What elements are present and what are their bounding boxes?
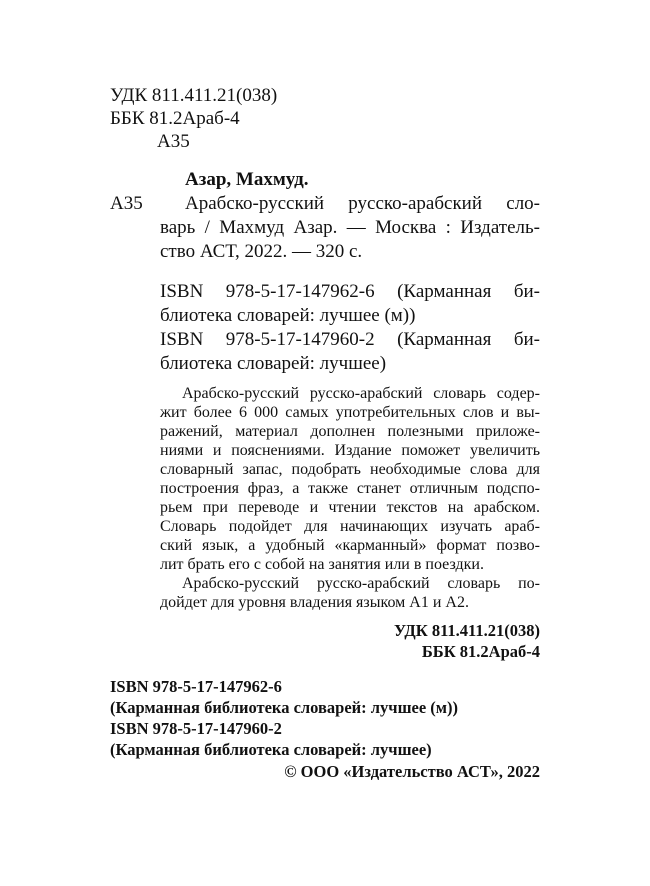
udk-number: УДК 811.411.21(038) — [110, 85, 278, 106]
top-meta-block — [110, 84, 277, 153]
author-sign-code: А35 — [157, 131, 190, 152]
bottom-meta-block — [160, 620, 540, 662]
annotation-line: словарный запас, подобрать необходимые слова для — [160, 461, 540, 478]
isbn-footer — [110, 676, 550, 760]
annotation-line: лит брать его с собой на занятия или в поездки. — [160, 556, 484, 573]
catalog-entry-code: А35 — [110, 193, 143, 214]
annotation-line: ниями и пояснениями. Издание поможет увеличить — [160, 442, 540, 459]
isbn-footer-line: ISBN 978-5-17-147960-2 — [110, 719, 282, 738]
annotation — [160, 384, 540, 612]
isbn-line: блиотека словарей: лучшее) — [160, 353, 387, 374]
bbk-number: ББК 81.2Араб-4 — [110, 108, 240, 129]
isbn-line: ISBN 978-5-17-147960-2 (Карманная би- — [160, 329, 540, 350]
annotation-line: дойдет для уровня владения языком А1 и А2. — [160, 594, 469, 611]
annotation-line: построения фраз, а также станет отличным подспо- — [160, 480, 540, 497]
isbn-block — [160, 280, 540, 376]
isbn-footer-line: (Карманная библиотека словарей: лучшее (м)) — [110, 698, 459, 717]
copyright-line: © ООО «Издательство АСТ», 2022 — [284, 762, 540, 781]
annotation-line: Словарь подойдет для начинающих изучать араб- — [160, 518, 540, 535]
annotation-line: ский язык, а удобный «карманный» формат позво- — [160, 537, 540, 554]
isbn-footer-line: ISBN 978-5-17-147962-6 — [110, 677, 282, 696]
annotation-line: жит более 6 000 самых употребительных слов и вы- — [160, 404, 540, 421]
isbn-line: блиотека словарей: лучшее (м)) — [160, 305, 416, 326]
catalog-entry-line: варь / Махмуд Азар. — Москва : Издатель- — [160, 217, 540, 238]
isbn-line: ISBN 978-5-17-147962-6 (Карманная би- — [160, 281, 540, 302]
catalog-author: Азар, Махмуд. — [185, 169, 309, 190]
annotation-line: Арабско-русский русско-арабский словарь по- — [182, 575, 540, 592]
catalog-entry — [110, 168, 540, 264]
udk-number-bottom: УДК 811.411.21(038) — [393, 621, 540, 640]
bbk-number-bottom: ББК 81.2Араб-4 — [421, 642, 540, 661]
annotation-line: Арабско-русский русско-арабский словарь содер- — [182, 385, 540, 402]
annotation-line: рьем при переводе и чтении текстов на арабском. — [160, 499, 540, 516]
catalog-entry-lines — [160, 192, 540, 264]
isbn-footer-line: (Карманная библиотека словарей: лучшее) — [110, 740, 432, 759]
annotation-line: ражений, материал дополнен полезными приложе- — [160, 423, 540, 440]
catalog-entry-line: ство АСТ, 2022. — 320 с. — [160, 241, 363, 262]
catalog-entry-line: Арабско-русский русско-арабский сло- — [185, 193, 540, 214]
catalog-entry-row — [110, 192, 540, 264]
